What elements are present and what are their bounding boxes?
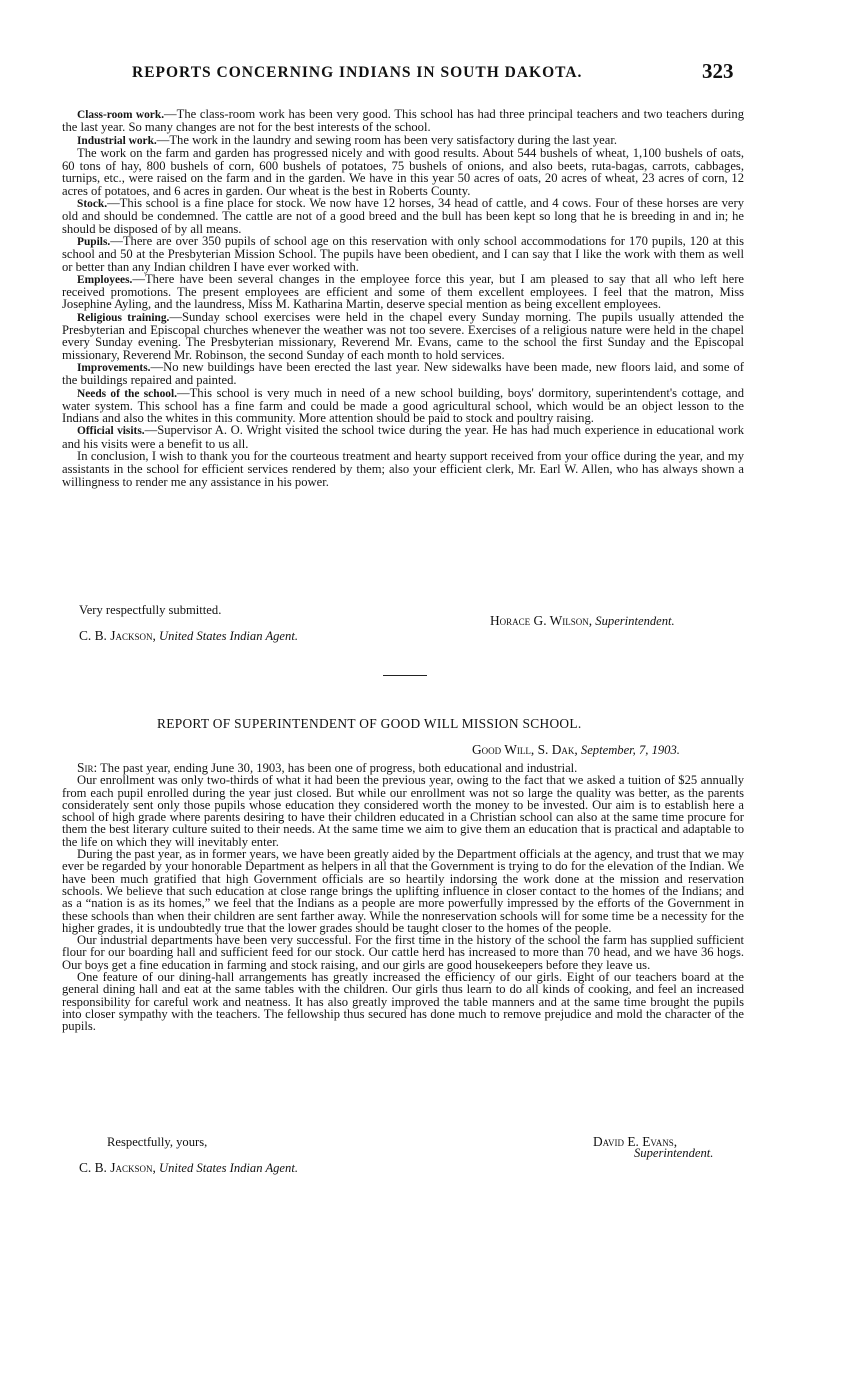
salutation: Sir:	[77, 760, 98, 775]
paragraph-dining-hall: One feature of our dining-hall arrangements has greatly increased the efficiency of our girls. Eight of our teachers board at the general dining hall and eat at the same tables with the children. Our girls thus learn to do all kinds of cooking, and feel an increased responsibility for careful work and neatness. It has also greatly improved the table manners and at the same time brought the pupils into closer sympathy with the teachers. The fellowship thus secured has done much to remove prejudice and mold the character of the pupils.	[62, 970, 744, 1034]
running-header: REPORTS CONCERNING INDIANS IN SOUTH DAKOTA.	[132, 64, 583, 81]
paragraph-text: —This school is a fine place for stock. We now have 12 horses, 34 head of cattle, and 4 cows. Four of these horses are very old and should be condemned. The cattle are not of a good breed and the bull has been kept so long that he is breeding in and in; he should be disposed of by all means.	[62, 196, 744, 236]
paragraph-official-visits	[62, 424, 744, 450]
report-title: REPORT OF SUPERINTENDENT OF GOOD WILL MISSION SCHOOL.	[157, 716, 582, 731]
paragraph-text: —This school is very much in need of a new school building, boys' dormitory, superintendent's cottage, and water system. This school has a fine farm and could be made a good agricultural school, which would be an object lesson to the Indians and also the whites in this community. More attention should be paid to stock and poultry raising.	[62, 385, 745, 426]
paragraph-text: In conclusion, I wish to thank you for the courteous treatment and hearty support received from your office during the year, and my assistants in the school for efficient services rendered by them; also your efficient clerk, Mr. Earl W. Allen, who has always shown a willingness to render me any assistance in his power.	[62, 449, 744, 489]
addressee-block	[79, 1160, 298, 1176]
paragraph-industrial-work	[62, 134, 744, 147]
closing-line: Very respectfully submitted.	[79, 603, 222, 617]
paragraph-text: The past year, ending June 30, 1903, has been one of progress, both educational and industrial.	[97, 761, 578, 775]
section-heading: Needs of the school.	[77, 387, 177, 400]
addressee-name: C. B. Jackson,	[79, 1160, 156, 1175]
signer-name-text: David E. Evans,	[593, 1134, 678, 1149]
paragraph-enrollment: Our enrollment was only two-thirds of what it had been the previous year, owing to the fact that we asked a tuition of $25 annually from each pupil enrolled during the year just closed. But while our enrollment was not so large the quality was better, as the parents considerately sent only those pupils whose education they considered worth the money to be invested. Our aim is to establish here a school of high grade where parents desiring to have their children educated in a Christian school can also at the same time procure for them the best literary culture suited to their needs. At the same time we aim to give them an education that is practical and adaptable to the life on which they will inevitably enter.	[62, 773, 744, 849]
paragraph-text: —The class-room work has been very good. This school has had three principal teachers and two teachers during the last year. So many changes are not for the best interests of the school.	[62, 107, 744, 135]
section-divider	[383, 675, 427, 676]
paragraph-conclusion	[62, 450, 744, 488]
paragraph-religious-training	[62, 311, 744, 361]
section-heading: Official visits.	[77, 425, 145, 438]
section-heading: Stock.	[77, 198, 108, 211]
paragraph-farm-garden	[62, 147, 744, 197]
signer-name: Horace G. Wilson,	[490, 613, 593, 628]
closing-line: Respectfully, yours,	[107, 1135, 208, 1149]
signer-title: Superintendent.	[634, 1146, 714, 1160]
paragraph-text: —No new buildings have been erected the last year. New sidewalks have been made, new floors laid, and some of the buildings repaired and painted.	[62, 359, 744, 388]
paragraph-text: —The work in the laundry and sewing room has been very satisfactory during the last year.	[156, 132, 618, 147]
signer-title: Superintendent.	[595, 614, 675, 628]
dateline	[472, 742, 680, 758]
paragraph-text: —Sunday school exercises were held in the chapel every Sunday morning. The pupils usually attended the Presbyterian and Episcopal churches whenever the weather was not too severe. Exercises of a religious nature were held in the chapel every Sunday evening. The Presbyterian missionary, Reverend Mr. Evans, came to the school the first Sunday and the Episcopal missionary, Reverend Mr. Robinson, the second Sunday of each month to hold services.	[62, 309, 744, 362]
paragraph-class-room-work	[62, 108, 744, 134]
paragraph-stock	[62, 197, 744, 235]
paragraph-improvements	[62, 361, 744, 387]
paragraph-needs-of-school	[62, 387, 744, 425]
addressee-title: United States Indian Agent.	[158, 1161, 298, 1175]
dateline-place: Good Will, S. Dak,	[472, 742, 578, 757]
section-heading: Religious training.	[77, 311, 170, 324]
paragraph-department-aid: During the past year, as in former years, we have been greatly aided by the Department officials at the agency, and trust that we may ever be regarded by your honorable Department as helpers in all that the Government is trying to do for the elevation of the Indian. We have been much gratified that high Government officials are so heartily indorsing the work done at the mission and reservation schools. We believe that such education at close range brings the uplifting influence in closer contact to the homes of the Indians; and as a “nation is as its homes,” we feel that the Indians as a people are more powerfully impressed by the efforts of the Government in these schools than when their children are sent farther away. While the nonreservation schools will for some time be a necessity for the higher grades, it is undoubtedly true that the lower grades should be taught closer to the homes of the people.	[62, 847, 744, 935]
paragraph-text: —There have been several changes in the employee force this year, but I am pleased to say that all who left here received promotions. The present employees are efficient and some of them excellent employees. I feel that the matron, Miss Josephine Ayling, and the laundress, Miss M. Katharina Martin, deserve special mention as being excellent employees.	[62, 271, 744, 312]
paragraph-industrial-departments: Our industrial departments have been very successful. For the first time in the history of the school the farm has supplied sufficient flour for our boarding hall and sufficient feed for our stock. Our cattle herd has increased to more than 70 head, and we have 36 hogs. Our boys get a fine education in farming and stock raising, and our girls are good housekeepers before they leave us.	[62, 933, 744, 972]
report-body-part2	[62, 762, 744, 1033]
paragraph-pupils	[62, 235, 744, 273]
addressee-block	[79, 628, 298, 644]
dateline-date: September, 7, 1903.	[580, 743, 680, 757]
signature-block	[490, 613, 675, 629]
section-heading: Employees.	[77, 273, 133, 286]
addressee-name: C. B. Jackson,	[79, 628, 156, 643]
page-number: 323	[702, 59, 734, 83]
paragraph-text: The work on the farm and garden has progressed nicely and with good results. About 544 bushels of wheat, 1,100 bushels of oats, 60 tons of hay, 800 bushels of corn, 600 bushels of potatoes, 75 bushels of onions, and also beets, ruta-bagas, carrots, cabbages, turnips, etc., were raised on the farm and in the garden. We have in this year 50 acres of oats, 20 acres of wheat, 23 acres of corn, 12 acres of potatoes, and 6 acres in garden. Our wheat is the best in Roberts County.	[62, 145, 744, 198]
report-body-part1	[62, 108, 744, 488]
section-heading: Class-room work.	[77, 109, 165, 121]
section-heading: Improvements.	[77, 361, 151, 374]
paragraph-employees	[62, 273, 744, 311]
paragraph-text: —There are over 350 pupils of school age on this reservation with only school accommodations for 170 pupils, 120 at this school and 50 at the Presbyterian Mission School. The pupils have been obedient, and I can say that I like the work with them as well or better than any Indian children I have ever worked with.	[62, 233, 744, 274]
paragraph-text: —Supervisor A. O. Wright visited the school twice during the year. He has had much experience in educational work and his visits were a benefit to us all.	[62, 423, 745, 451]
section-heading: Industrial work.	[77, 134, 157, 147]
addressee-title: United States Indian Agent.	[158, 629, 298, 643]
section-heading: Pupils.	[77, 235, 111, 248]
